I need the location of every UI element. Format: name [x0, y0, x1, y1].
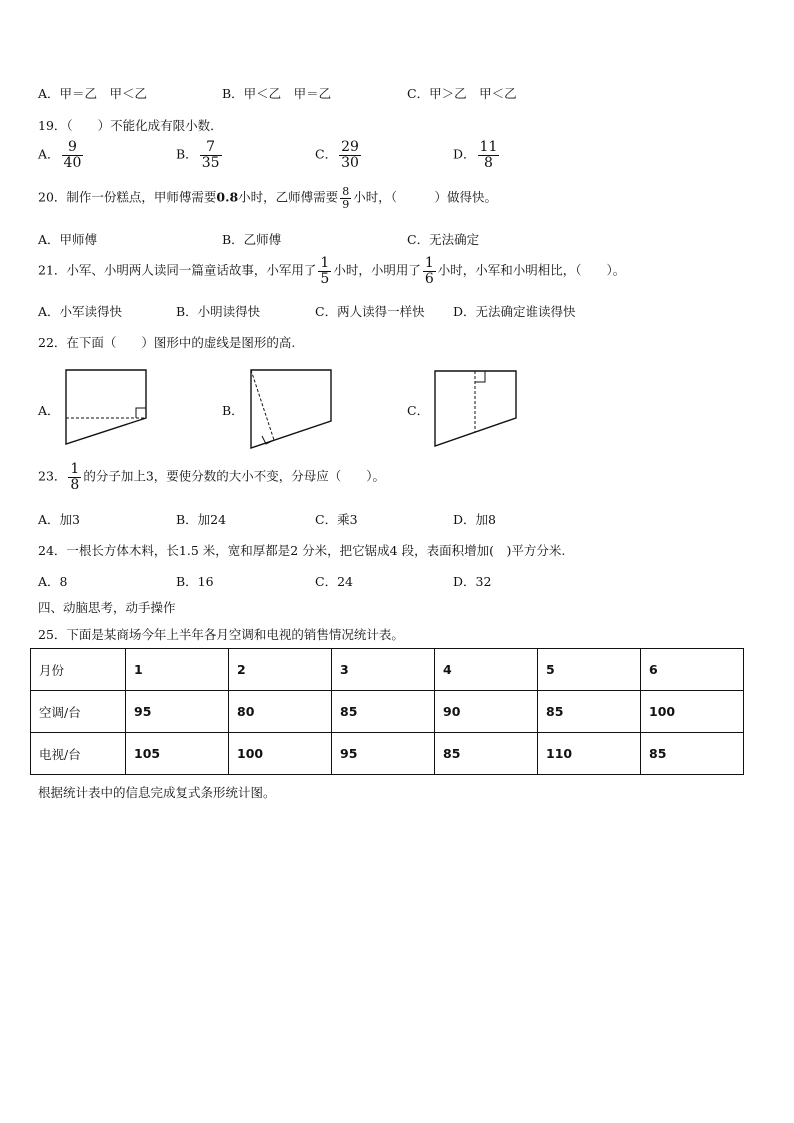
q21-option-d: D．无法确定谁读得快: [453, 304, 576, 319]
table-cell: 105: [126, 733, 229, 775]
q21-stem: 21．小军、小明两人读同一篇童话故事，小军用了 $\frac{1}{5}$ 小时，小明用了 $\frac{1}{6}$ 小时，小军和小明相比，（ ）。: [38, 255, 626, 287]
sales-table: [30, 648, 744, 775]
q23-option-b: B．加24: [176, 512, 227, 527]
table-cell: 85: [641, 733, 744, 775]
q24-option-a: A．8: [38, 574, 68, 589]
q24-stem: 24．一根长方体木料，长1.5 米，宽和厚都是2 分米，把它锯成4 段，表面积增加( )平方分米.: [38, 543, 566, 558]
q21-option-b: B．小明读得快: [176, 304, 261, 319]
q22-figure-c: [430, 366, 525, 450]
q22-figure-b: [245, 366, 340, 450]
q19-option-a: A． $\frac{9}{40}$: [38, 139, 82, 171]
q20-option-b: B．乙师傅: [222, 232, 282, 247]
table-cell: 6: [641, 649, 744, 691]
q19-option-d: D． $\frac{11}{8}$: [453, 139, 498, 171]
q19-option-b: B． $\frac{7}{35}$: [176, 139, 220, 171]
q22-figure-a: [60, 366, 155, 450]
table-cell: 2: [229, 649, 332, 691]
table-cell: 80: [229, 691, 332, 733]
table-cell: 月份: [31, 649, 126, 691]
table-row: [31, 691, 744, 733]
q23-option-c: C．乘3: [315, 512, 358, 527]
table-cell: 100: [229, 733, 332, 775]
table-header-row: [31, 649, 744, 691]
q20-option-c: C．无法确定: [407, 232, 480, 247]
q19-option-c: C． $\frac{29}{30}$: [315, 139, 359, 171]
q22-label-a: A．: [38, 403, 60, 418]
q21-option-c: C．两人读得一样快: [315, 304, 425, 319]
table-cell: 110: [538, 733, 641, 775]
q22-label-c: C．: [407, 403, 430, 418]
table-cell: 3: [332, 649, 435, 691]
q25-stem: 25．下面是某商场今年上半年各月空调和电视的销售情况统计表。: [38, 627, 404, 642]
q24-option-c: C．24: [315, 574, 353, 589]
q18-option-c: C．甲＞乙 甲＜乙: [407, 86, 517, 101]
table-cell: 5: [538, 649, 641, 691]
table-cell: 1: [126, 649, 229, 691]
table-cell: 100: [641, 691, 744, 733]
section-heading: 四、动脑思考，动手操作: [38, 600, 176, 615]
q21-option-a: A．小军读得快: [38, 304, 123, 319]
table-row: [31, 733, 744, 775]
table-cell: 85: [538, 691, 641, 733]
table-cell: 85: [332, 691, 435, 733]
q23-stem: 23． $\frac{1}{8}$ 的分子加上3，要使分数的大小不变，分母应（ ）。: [38, 461, 386, 493]
q18-option-b: B．甲＜乙 甲＝乙: [222, 86, 332, 101]
q24-option-b: B．16: [176, 574, 214, 589]
q18-option-a: A．甲＝乙 甲＜乙: [38, 86, 148, 101]
q23-option-d: D．加8: [453, 512, 496, 527]
table-cell: 电视/台: [31, 733, 126, 775]
q20-stem: 20．制作一份糕点，甲师傅需要0.8小时，乙师傅需要 $\frac{8}{9}$ 小时，（ ）做得快。: [38, 185, 497, 211]
table-cell: 90: [435, 691, 538, 733]
table-cell: 95: [332, 733, 435, 775]
table-cell: 4: [435, 649, 538, 691]
q24-option-d: D．32: [453, 574, 492, 589]
table-cell: 95: [126, 691, 229, 733]
table-cell: 85: [435, 733, 538, 775]
q23-option-a: A．加3: [38, 512, 80, 527]
q22-label-b: B．: [222, 403, 244, 418]
table-cell: 空调/台: [31, 691, 126, 733]
q25-footer: 根据统计表中的信息完成复式条形统计图。: [38, 785, 276, 800]
q20-option-a: A．甲师傅: [38, 232, 98, 247]
q19-stem: 19．（ ）不能化成有限小数．: [38, 118, 223, 133]
q22-stem: 22．在下面（ ）图形中的虚线是图形的高.: [38, 335, 296, 350]
